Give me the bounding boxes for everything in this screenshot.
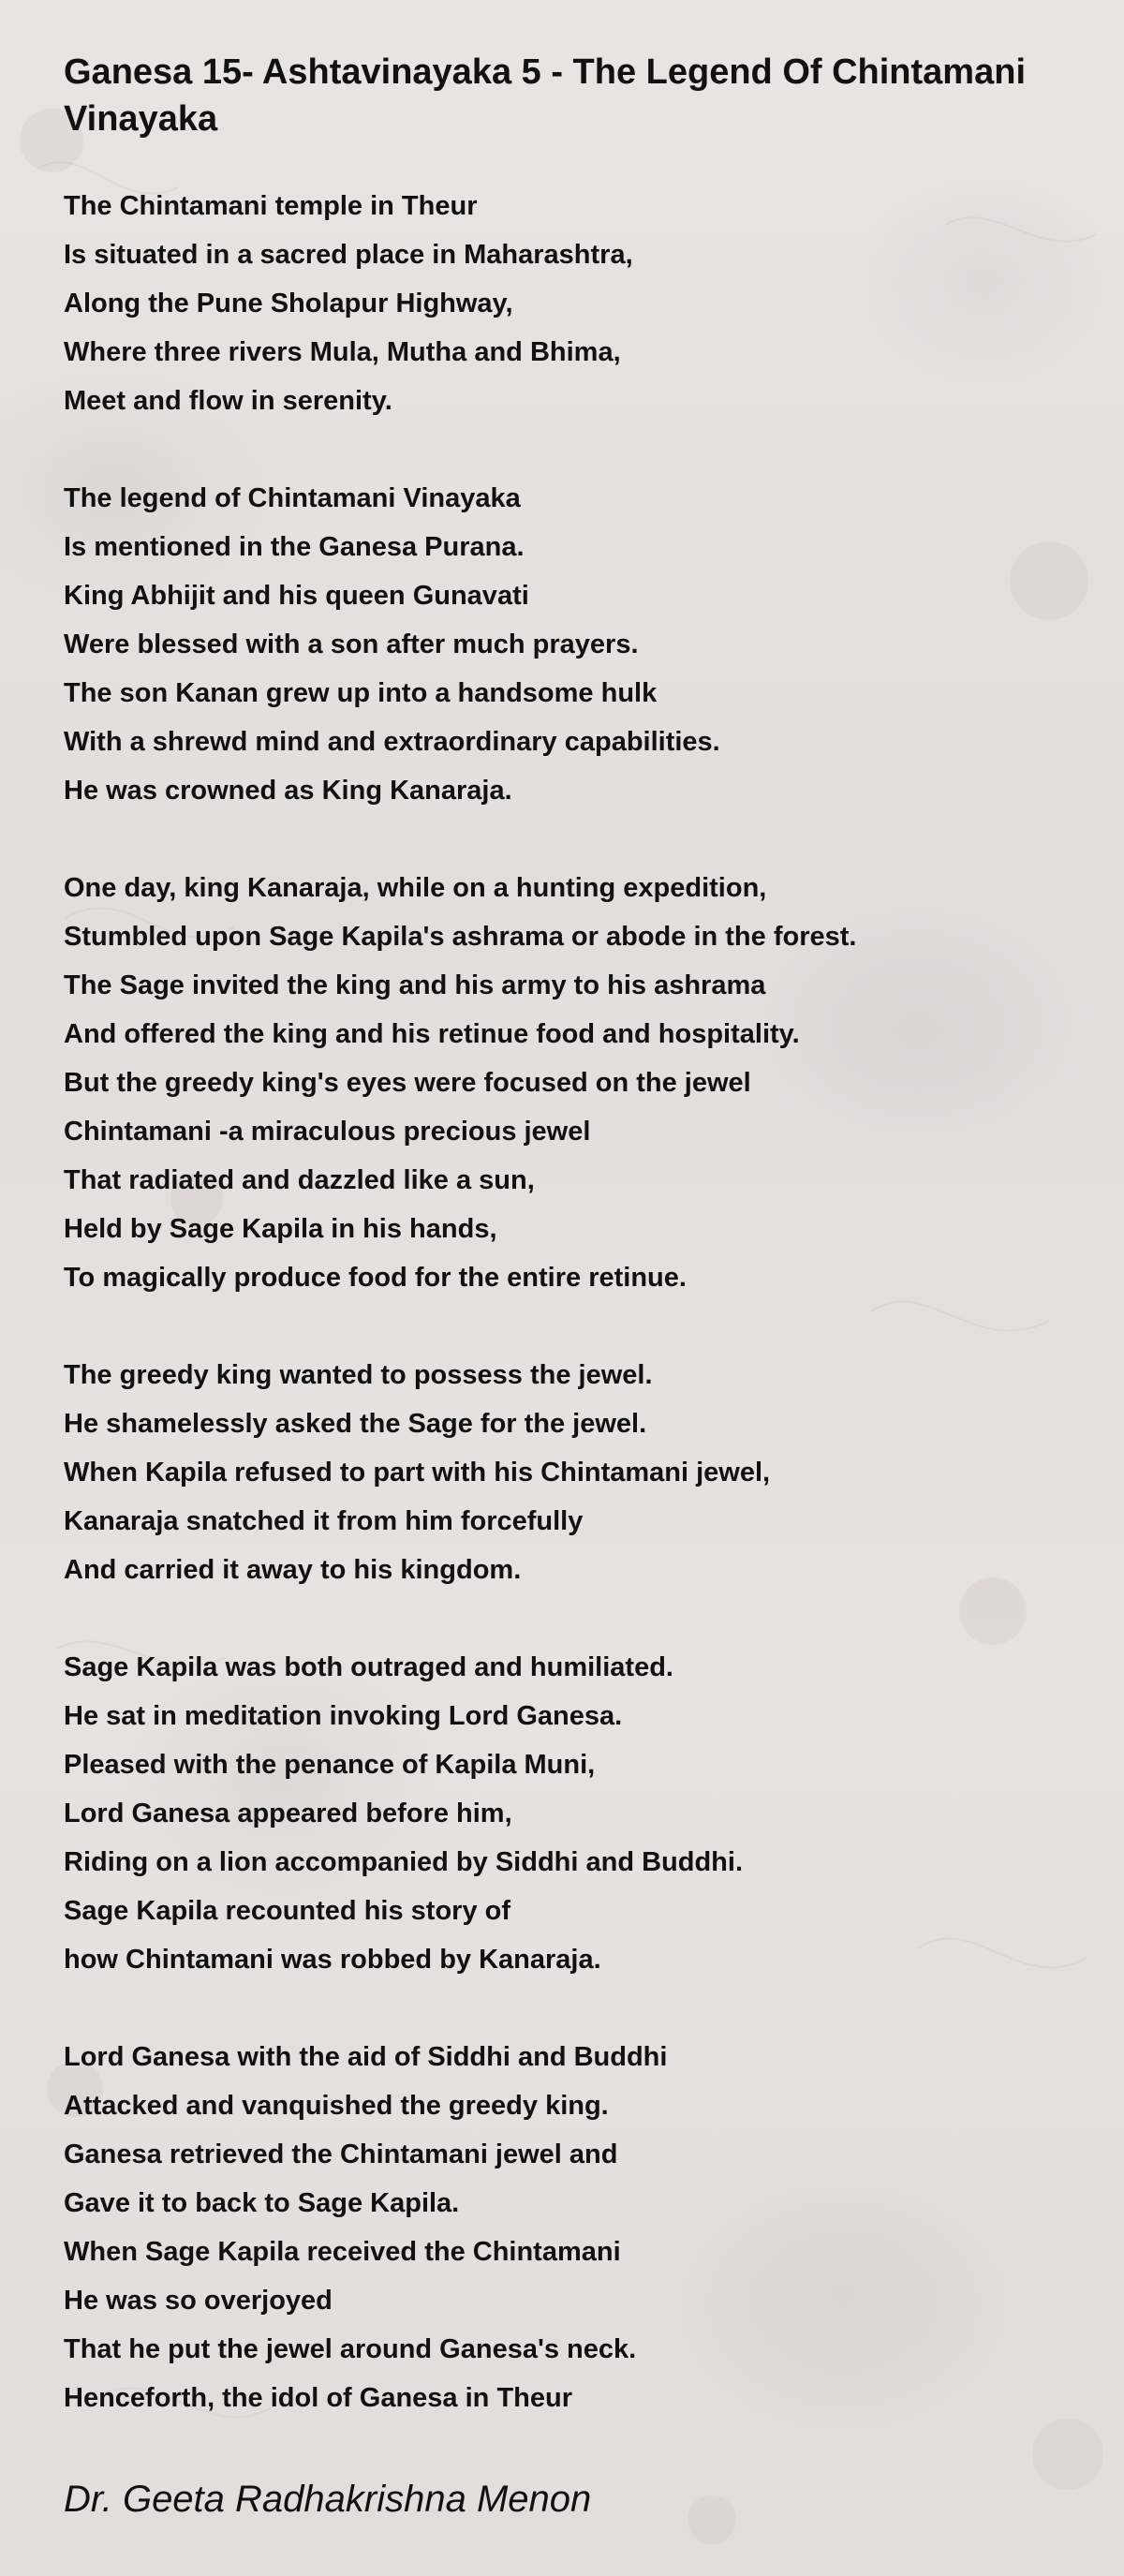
poem-line: Held by Sage Kapila in his hands, xyxy=(64,1214,497,1244)
poem-line: The Sage invited the king and his army to his ashrama xyxy=(64,970,766,1000)
poem-container xyxy=(64,49,1085,2527)
poem-line: Were blessed with a son after much prayers. xyxy=(64,629,639,659)
poem-line: Lord Ganesa with the aid of Siddhi and Buddhi xyxy=(64,2042,668,2072)
poem-line: The Chintamani temple in Theur xyxy=(64,191,478,221)
poem-line: The greedy king wanted to possess the jewel. xyxy=(64,1360,653,1390)
poem-line: Meet and flow in serenity. xyxy=(64,386,392,416)
poem-line: But the greedy king's eyes were focused on the jewel xyxy=(64,1068,751,1098)
stanza xyxy=(64,182,1085,425)
poem-line: Pleased with the penance of Kapila Muni, xyxy=(64,1750,596,1780)
poem-line: Kanaraja snatched it from him forcefully xyxy=(64,1506,584,1536)
stanza xyxy=(64,2033,1085,2422)
poem-line: Where three rivers Mula, Mutha and Bhima, xyxy=(64,337,621,367)
poem-line: how Chintamani was robbed by Kanaraja. xyxy=(64,1945,601,1975)
poem-line: Attacked and vanquished the greedy king. xyxy=(64,2091,609,2121)
poem-line: Chintamani -a miraculous precious jewel xyxy=(64,1117,591,1147)
poem-line: He was so overjoyed xyxy=(64,2286,333,2316)
poem-line: Is mentioned in the Ganesa Purana. xyxy=(64,532,525,562)
poem-line: When Kapila refused to part with his Chintamani jewel, xyxy=(64,1458,771,1488)
poem-line: And offered the king and his retinue food and hospitality. xyxy=(64,1019,800,1049)
poem-line: Lord Ganesa appeared before him, xyxy=(64,1799,512,1828)
stanza xyxy=(64,1643,1085,1984)
poem-line: When Sage Kapila received the Chintamani xyxy=(64,2237,621,2267)
poem-line: The son Kanan grew up into a handsome hulk xyxy=(64,678,658,708)
poem-line: Riding on a lion accompanied by Siddhi and Buddhi. xyxy=(64,1847,744,1877)
poem-line: He sat in meditation invoking Lord Ganesa. xyxy=(64,1701,623,1731)
poem-line: Gave it to back to Sage Kapila. xyxy=(64,2188,460,2218)
poem-line: Ganesa retrieved the Chintamani jewel and xyxy=(64,2139,618,2169)
poem-line: Henceforth, the idol of Ganesa in Theur xyxy=(64,2383,572,2413)
poem-line: The legend of Chintamani Vinayaka xyxy=(64,483,521,513)
poem-author: Dr. Geeta Radhakrishna Menon xyxy=(64,2479,592,2520)
poem-title: Ganesa 15- Ashtavinayaka 5 - The Legend Of Chintamani Vinayaka xyxy=(64,52,1027,139)
poem-line: Is situated in a sacred place in Maharashtra, xyxy=(64,240,633,270)
poem-line: And carried it away to his kingdom. xyxy=(64,1555,522,1585)
poem-line: To magically produce food for the entire retinue. xyxy=(64,1263,687,1293)
stanza xyxy=(64,864,1085,1302)
poem-line: Sage Kapila was both outraged and humiliated. xyxy=(64,1652,673,1682)
poem-line: With a shrewd mind and extraordinary capabilities. xyxy=(64,727,720,757)
stanza xyxy=(64,1351,1085,1594)
poem-line: One day, king Kanaraja, while on a hunting expedition, xyxy=(64,873,767,903)
poem-line: King Abhijit and his queen Gunavati xyxy=(64,581,529,611)
poem-line: That radiated and dazzled like a sun, xyxy=(64,1165,535,1195)
poem-line: That he put the jewel around Ganesa's neck. xyxy=(64,2334,637,2364)
poem-line: Stumbled upon Sage Kapila's ashrama or abode in the forest. xyxy=(64,922,857,952)
stanza xyxy=(64,474,1085,815)
poem-line: He shamelessly asked the Sage for the jewel. xyxy=(64,1409,647,1439)
poem-line: Sage Kapila recounted his story of xyxy=(64,1896,510,1926)
poem-line: Along the Pune Sholapur Highway, xyxy=(64,289,513,318)
poem-line: He was crowned as King Kanaraja. xyxy=(64,776,512,806)
